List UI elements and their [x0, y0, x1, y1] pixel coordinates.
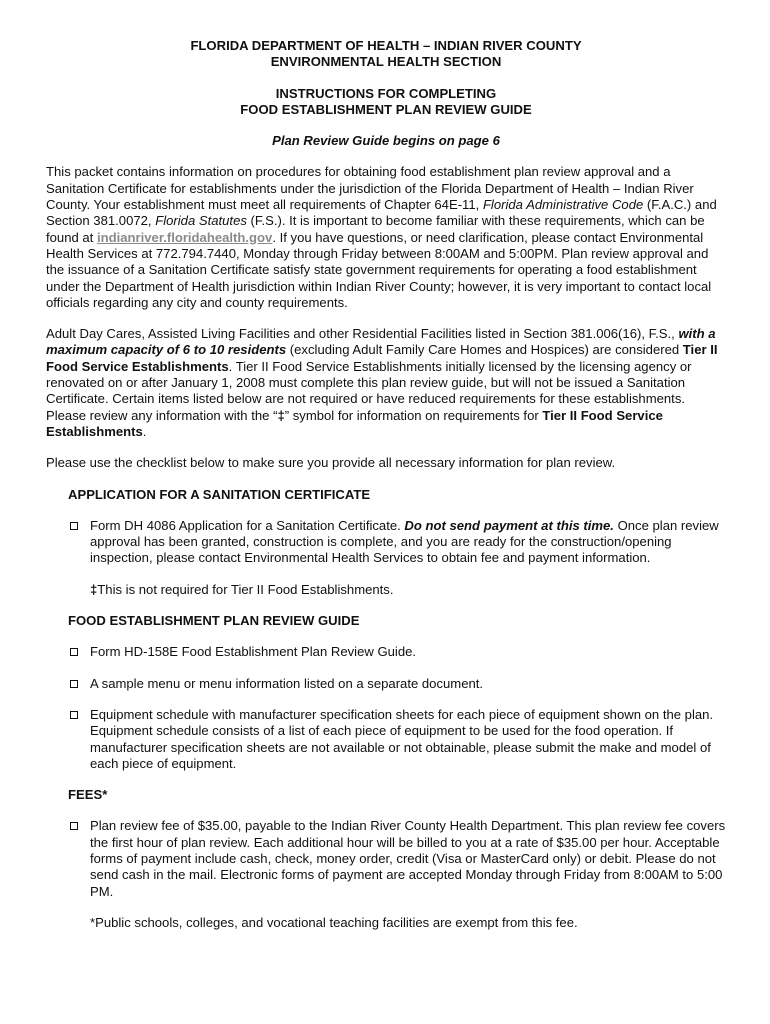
intro-text-1: This packet contains information on procedures for obtaining food establishment plan review approval and a Sanitation Certificate for establishments under the jurisdiction of the Florida Department of Health – Indian River County. Your establishment must meet all requirements of Chapter 64E-11, [46, 164, 694, 213]
website-link[interactable]: indianriver.floridahealth.gov [96, 229, 273, 245]
tier2-term-2: Tier II Food Service Establishments [46, 407, 663, 439]
tier2-capacity: with a maximum capacity of 6 to 10 residents [46, 326, 716, 358]
tier2-text-f: ” symbol for information on requirements for [284, 407, 543, 423]
checkbox[interactable] [70, 822, 78, 830]
intro-text-4: . If you have questions, or need clarification, please contact Environmental Health Services at 772.794.7440, Monday through Friday between 8:00AM and 5:00PM. Plan review approval and the issuance of a Sanitation Certificate satisfy state government requirements for operating a food establishment under the Department of Health jurisdiction within Indian River County; however, it is very important to contact local officials regarding any city and county requirements. [46, 229, 712, 310]
section-fees-title: FEES* [68, 787, 108, 803]
checkbox[interactable] [70, 680, 78, 688]
item-text: Equipment schedule with manufacturer specification sheets for each piece of equipment shown on the plan. Equipment schedule consists of a list of each piece of equipment to be used for the food operation. If manufacturer specification sheets are not available or not obtainable, please submit the make and model of each piece of equipment. [90, 706, 714, 771]
checklist-item-menu [90, 676, 726, 692]
item-text: A sample menu or menu information listed on a separate document. [90, 675, 484, 691]
header-line-4: FOOD ESTABLISHMENT PLAN REVIEW GUIDE [240, 101, 532, 117]
intro-fac: Florida Administrative Code [482, 197, 644, 213]
intro-text-2: (F.A.C.) and Section 381.0072, [46, 197, 717, 229]
item-emphasis: Do not send payment at this time. [404, 517, 614, 533]
checkbox[interactable] [70, 648, 78, 656]
fees-note: *Public schools, colleges, and vocational teaching facilities are exempt from this fee. [90, 914, 578, 930]
tier2-note [90, 582, 726, 598]
tier2-symbol: ‡ [277, 407, 285, 423]
tier2-term-1: Tier II Food Service Establishments [46, 342, 718, 374]
tier2-text-a: Adult Day Cares, Assisted Living Facilities and other Residential Facilities listed in Section 381.006(16), F.S., [46, 326, 679, 342]
header-line-1: FLORIDA DEPARTMENT OF HEALTH – INDIAN RIVER COUNTY [190, 38, 582, 53]
checklist-item-application [90, 518, 726, 567]
tier2-paragraph [46, 326, 726, 440]
subtitle: Plan Review Guide begins on page 6 [272, 133, 500, 149]
tier2-text-e: . Tier II Food Service Establishments initially licensed by the licensing agency or renovated on or after January 1, 2008 must complete this plan review guide, but will not be issued a Sanitation Certificate. Certain items listed below are not required or have reduced requirements for these establishments. Please review any information with the “ [46, 358, 692, 423]
item-text: Plan review fee of $35.00, payable to the Indian River County Health Department. This plan review fee covers the first hour of plan review. Each additional hour will be billed to you at a rate of $35.00 per hour. Acceptable forms of payment include cash, check, money order, credit (Visa or MasterCard only) or debit. Please do not send cash in the mail. Electronic forms of payment are accepted Monday through Friday from 8:00AM to 5:00 PM. [90, 818, 726, 899]
header-line-2: ENVIRONMENTAL HEALTH SECTION [270, 54, 502, 70]
tier2-text-h: . [142, 423, 147, 439]
checkbox[interactable] [70, 522, 78, 530]
checkbox[interactable] [70, 711, 78, 719]
item-text: Form HD-158E Food Establishment Plan Review Guide. [90, 644, 417, 660]
checklist-item-fee [90, 818, 726, 899]
tier2-text-c: (excluding Adult Family Care Homes and Hospices) are considered [286, 342, 683, 358]
checklist-intro: Please use the checklist below to make sure you provide all necessary information for plan review. [46, 455, 616, 471]
item-text: Form DH 4086 Application for a Sanitation Certificate. [90, 517, 405, 533]
checklist-item-guide-form [90, 644, 726, 660]
intro-fs: Florida Statutes [155, 213, 247, 229]
intro-text-3: (F.S.). It is important to become familiar with these requirements, which can be found at [46, 213, 705, 245]
header-line-3: INSTRUCTIONS FOR COMPLETING [275, 85, 497, 101]
section-application-title: APPLICATION FOR A SANITATION CERTIFICATE [68, 486, 371, 502]
section-guide-title: FOOD ESTABLISHMENT PLAN REVIEW GUIDE [68, 613, 360, 629]
note-text: This is not required for Tier II Food Establishments. [97, 581, 394, 597]
checklist-item-equipment [90, 707, 726, 772]
intro-paragraph [46, 164, 726, 311]
item-text-2: Once plan review approval has been granted, construction is complete, and you are ready for the construction/opening inspection, please contact Environmental Health Services to obtain fee and payment information. [90, 517, 719, 566]
double-dagger-icon: ‡ [90, 581, 98, 597]
